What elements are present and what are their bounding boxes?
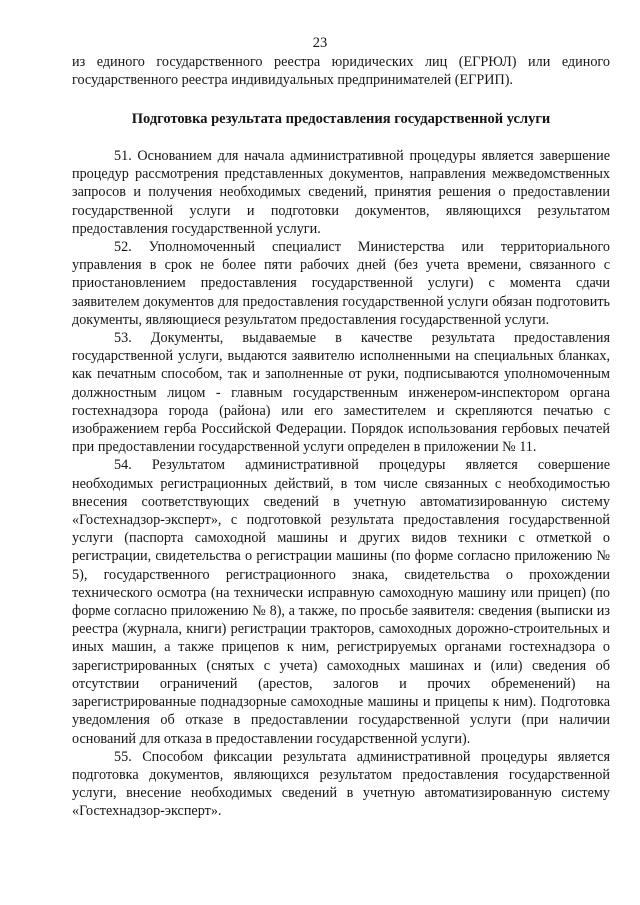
section-heading: Подготовка результата предоставления государственной услуги (131, 111, 551, 127)
paragraph-52: 52. Уполномоченный специалист Министерства или территориального управления в срок не более пяти рабочих дней (без учета времени, связанного с приостановлением предоставления государственной услуги) с момента сдачи заявителем документов для предоставления государственной услуги обязан подготовить документы, являющиеся результатом предоставления государственной услуги. (72, 239, 610, 328)
section-body (72, 147, 610, 821)
paragraph-51: 51. Основанием для начала административной процедуры является завершение процедур рассмотрения представленных документов, направления межведомственных запросов и получения необходимых сведений, принятия решения о предоставлении государственной услуги и подготовки документов, являющихся результатом предоставления государственной услуги. (72, 148, 610, 237)
intro-paragraph: из единого государственного реестра юридических лиц (ЕГРЮЛ) или единого государственного реестра индивидуальных предпринимателей (ЕГРИП). (72, 54, 610, 89)
paragraph-55: 55. Способом фиксации результата административной процедуры является подготовка документов, являющихся результатом предоставления государственной услуги, внесение необходимых сведений в учетную автоматизированную систему «Гостехнадзор-эксперт». (72, 748, 610, 820)
paragraph-54: 54. Результатом административной процедуры является совершение необходимых регистрационных действий, в том числе связанных с необходимостью внесения соответствующих сведений в учетную автоматизированную систему «Гостехнадзор-эксперт», с подготовкой результата предоставления государственной услуги (паспорта самоходной машины и других видов техники с отметкой о регистрации, свидетельства о регистрации машины (по форме согласно приложению № 5), государственного регистрационного знака, свидетельства о прохождении технического осмотра (на технически исправную самоходную машину или прицеп) (по форме согласно приложению № 8), а также, по просьбе заявителя: сведения (выписки из реестра (журнала, книги) регистрации тракторов, самоходных дорожно-строительных и иных машин, а также прицепов к ним, регистрируемых органами гостехнадзора о зарегистрированных (снятых с учета) самоходных машинах и (или) сведения об отсутствии ограничений (арестов, залогов и прочих обременений) на зарегистрированные поднадзорные самоходные машины и прицепы к ним). Подготовка уведомления об отказе в предоставлении государственной услуги (при наличии оснований для отказа в предоставлении государственной услуги). (72, 457, 610, 747)
paragraph-53: 53. Документы, выдаваемые в качестве результата предоставления государственной услуги, выдаются заявителю исполненными на специальных бланках, как печатным способом, так и заполненные от руки, подписываются уполномоченным должностным лицом - главным государственным инженером-инспектором органа гостехнадзора города (района) или его заместителем и скрепляются печатью с изображением герба Российской Федерации. Порядок использования гербовых печатей при предоставлении государственной услуги определен в приложении № 11. (72, 330, 610, 456)
page-number: 23 (312, 35, 328, 51)
